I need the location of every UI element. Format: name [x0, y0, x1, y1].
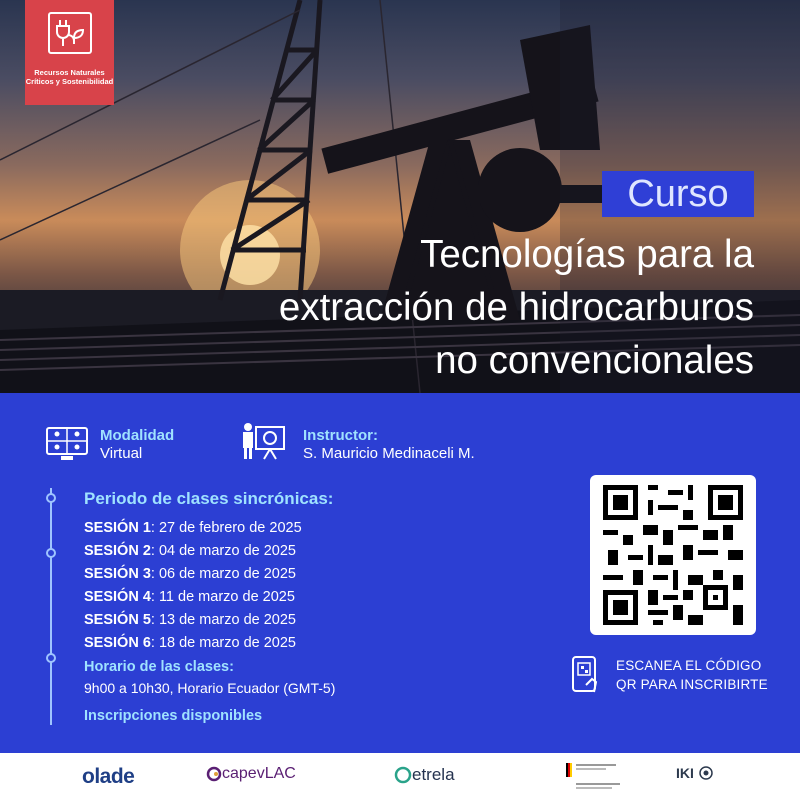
course-tag: Curso [602, 171, 754, 217]
session-item: SESIÓN 5: 13 de marzo de 2025 [84, 612, 296, 628]
timeline-dot [46, 548, 56, 558]
capevlac-logo-text: capevLAC [222, 765, 296, 782]
session-item: SESIÓN 4: 11 de marzo de 2025 [84, 589, 295, 605]
badge-line-1: Recursos Naturales [34, 68, 105, 77]
olade-logo [82, 765, 134, 789]
scan-instruction [616, 656, 768, 694]
inscripciones-label: Inscripciones disponibles [84, 708, 263, 724]
qr-code-icon [603, 485, 743, 625]
session-item: SESIÓN 1: 27 de febrero de 2025 [84, 520, 302, 536]
iki-globe-icon [698, 765, 714, 781]
session-item: SESIÓN 2: 04 de marzo de 2025 [84, 543, 296, 559]
german-eagle-icon [566, 761, 636, 793]
partner-logos-footer [0, 753, 800, 802]
registration-qr-code[interactable] [590, 475, 756, 635]
iki-logo-text: IKI [676, 765, 694, 781]
capevlac-mark-icon [206, 766, 222, 782]
horario-label: Horario de las clases: [84, 659, 234, 675]
title-line-2: extracción de hidrocarburos [278, 286, 754, 329]
timeline-line [50, 488, 52, 725]
phone-scan-icon [570, 655, 600, 702]
modalidad-value: Virtual [100, 445, 143, 462]
session-item: SESIÓN 3: 06 de marzo de 2025 [84, 566, 296, 582]
etrela-mark-icon [394, 766, 412, 784]
badge-line-2: Críticos y Sostenibilidad [25, 77, 114, 87]
etrela-logo-text: etrela [412, 765, 455, 784]
olade-logo-text: olade [82, 765, 135, 788]
hero-banner [0, 0, 800, 393]
iki-logo [676, 765, 714, 781]
session-item: SESIÓN 6: 18 de marzo de 2025 [84, 635, 296, 651]
presenter-icon [240, 421, 288, 466]
scan-line-1: ESCANEA EL CÓDIGO [616, 658, 762, 673]
etrela-logo [394, 765, 455, 785]
sessions-list [84, 517, 302, 655]
timeline-dot [46, 493, 56, 503]
instructor-value: S. Mauricio Medinaceli M. [303, 445, 475, 462]
modalidad-label: Modalidad [100, 427, 175, 444]
course-title [134, 228, 754, 387]
horario-value: 9h00 a 10h30, Horario Ecuador (GMT-5) [84, 680, 336, 696]
title-line-1: Tecnologías para la [420, 233, 754, 276]
capevlac-logo [206, 765, 296, 783]
virtual-meeting-icon [45, 426, 89, 467]
periodo-label: Periodo de clases sincrónicas: [84, 489, 334, 508]
german-ministry-logo [566, 761, 636, 793]
title-line-3: no convencionales [435, 339, 754, 382]
brand-badge [25, 0, 114, 105]
course-info-section [0, 393, 800, 753]
plug-leaf-icon [48, 12, 92, 54]
timeline-dot [46, 653, 56, 663]
scan-line-2: QR PARA INSCRIBIRTE [616, 677, 768, 692]
instructor-label: Instructor: [303, 427, 378, 444]
